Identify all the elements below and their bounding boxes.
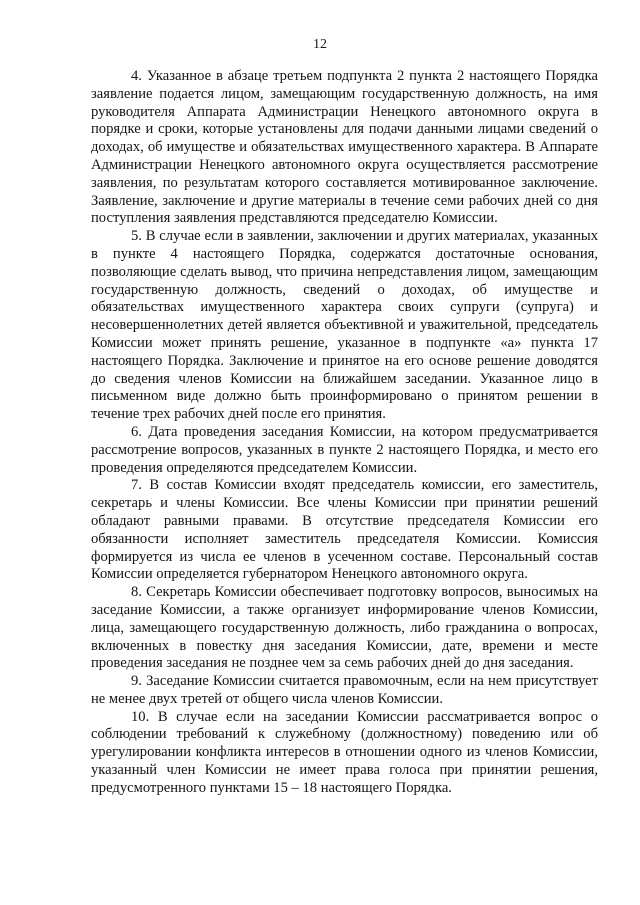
paragraph-10: 10. В случае если на заседании Комиссии рассматривается вопрос о соблюдении требований к служебному (должностному) поведению или об урегулировании конфликта интересов в отношении одного из членов Комиссии, указанный член Комиссии не имеет права голоса при принятии решения, предусмотренного пунктами 15 – 18 настоящего Порядка. (91, 708, 598, 796)
paragraph-6: 6. Дата проведения заседания Комиссии, на котором предусматривается рассмотрение вопросов, указанных в пункте 2 настоящего Порядка, и место его проведения определяются председателем Комиссии. (91, 423, 598, 476)
paragraph-7: 7. В состав Комиссии входят председатель комиссии, его заместитель, секретарь и члены Комиссии. Все члены Комиссии при принятии решений обладают равными правами. В отсутствие председателя Комиссии его обязанности исполняет заместитель председателя Комиссии. Комиссия формируется из числа ее членов в усеченном составе. Персональный состав Комиссии определяется губернатором Ненецкого автономного округа. (91, 477, 598, 583)
paragraph-4: 4. Указанное в абзаце третьем подпункта 2 пункта 2 настоящего Порядка заявление подается лицом, замещающим государственную должность, на имя руководителя Аппарата Администрации Ненецкого автономного округа в порядке и сроки, которые установлены для подачи данными лицами сведений о доходах, об имуществе и обязательствах имущественного характера. В Аппарате Администрации Ненецкого автономного округа осуществляется рассмотрение заявления, по результатам которого составляется мотивированное заключение. Заявление, заключение и другие материалы в течение семи рабочих дней со дня поступления заявления представляются председателю Комиссии. (91, 68, 598, 227)
paragraph-5: 5. В случае если в заявлении, заключении и других материалах, указанных в пункте 4 настоящего Порядка, содержатся достаточные основания, позволяющие сделать вывод, что причина непредставления лицом, замещающим государственную должность, сведений о доходах, об имуществе и обязательствах имущественного характера своих супруги (супруга) и несовершеннолетних детей является объективной и уважительной, председатель Комиссии может принять решение, указанное в подпункте «а» пункта 17 настоящего Порядка. Заключение и принятое на его основе решение доводятся до сведения членов Комиссии на ближайшем заседании. Указанное лицо в письменном виде должно быть проинформировано о принятом решении в течение трех рабочих дней после его принятия. (91, 228, 598, 423)
paragraph-9: 9. Заседание Комиссии считается правомочным, если на нем присутствует не менее двух третей от общего числа членов Комиссии. (91, 673, 598, 707)
paragraph-8: 8. Секретарь Комиссии обеспечивает подготовку вопросов, выносимых на заседание Комиссии, а также организует информирование членов Комиссии, лица, замещающего государственную должность, либо гражданина о вопросах, включенных в повестку дня заседания Комиссии, дате, времени и месте проведения заседания не позднее чем за семь рабочих дней до дня заседания. (91, 584, 598, 672)
document-body (91, 68, 598, 798)
page-number: 12 (313, 37, 327, 52)
